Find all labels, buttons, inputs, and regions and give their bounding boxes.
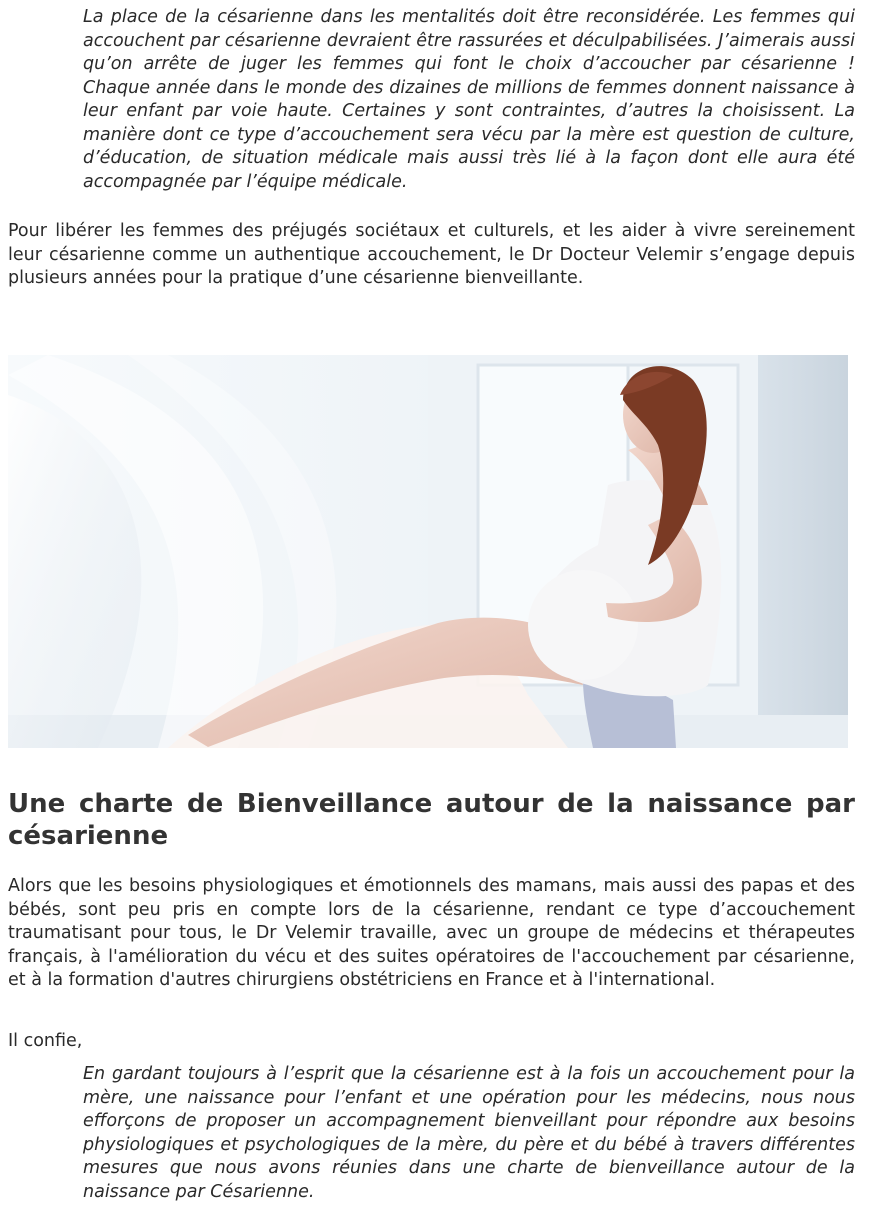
intro-paragraph: Pour libérer les femmes des préjugés sociétaux et culturels, et les aider à vivre sereinement leur césarienne comme un authentique accouchement, le Dr Docteur Velemir s’engage depuis plusieurs années pour la pratique d’une césarienne bienveillante. <box>8 221 855 288</box>
intro-quote: La place de la césarienne dans les mentalités doit être reconsidérée. Les femmes qui accouchent par césarienne devraient être rassurées et déculpabilisées. J’aimerais aussi qu’on arrête de juger les femmes qui font le choix d’accoucher par césarienne ! Chaque année dans le monde des dizaines de millions de femmes donnent naissance à leur enfant par voie haute. Certaines y sont contraintes, d’autres la choisissent. La manière dont ce type d’accouchement sera vécu par la mère est question de culture, d’éducation, de situation médicale mais aussi très lié à la façon dont elle aura été accompagnée par l’équipe médicale. <box>83 7 855 192</box>
article <box>8 0 855 1202</box>
section-paragraph: Alors que les besoins physiologiques et émotionnels des mamans, mais aussi des papas et des bébés, sont peu pris en compte lors de la césarienne, rendant ce type d’accouchement traumatisant pour tous, le Dr Velemir travaille, avec un groupe de médecins et thérapeutes français, à l'amélioration du vécu et des suites opératoires de l'accouchement par césarienne, et à la formation d'autres chirurgiens obstétriciens en France et à l'international. <box>8 876 855 990</box>
pregnant-woman-illustration <box>8 355 848 748</box>
section-heading: Une charte de Bienveillance autour de la naissance par césarienne <box>8 789 855 851</box>
pregnant-woman-photo <box>8 355 848 748</box>
section-lead-in: Il confie, <box>8 1031 83 1051</box>
section-quote: En gardant toujours à l’esprit que la césarienne est à la fois un accouchement pour la mère, une naissance pour l’enfant et une opération pour les médecins, nous nous efforçons de proposer un accompagnement bienveillant pour répondre aux besoins physiologiques et psychologiques de la mère, du père et du bébé à travers différentes mesures que nous avons réunies dans une charte de bienveillance autour de la naissance par Césarienne. <box>83 1064 855 1202</box>
